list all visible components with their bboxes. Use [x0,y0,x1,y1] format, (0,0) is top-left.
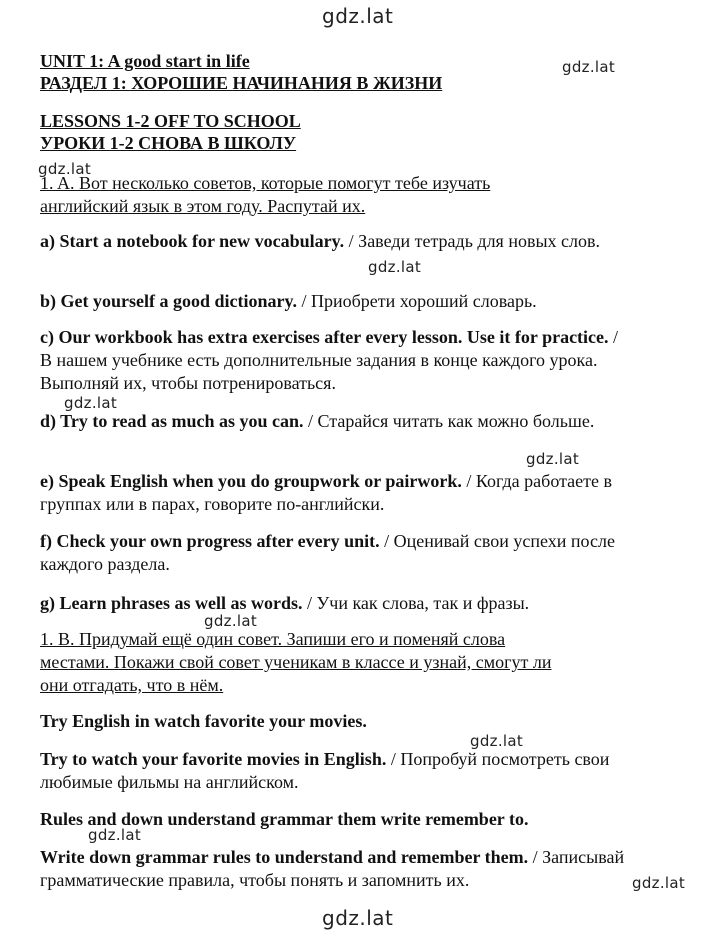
scrambled-tip-1: Try English in watch favorite your movies. [40,711,367,731]
watermark: gdz.lat [562,58,616,76]
unit-heading-ru: РАЗДЕЛ 1: ХОРОШИЕ НАЧИНАНИЯ В ЖИЗНИ [40,73,443,93]
tip-item: c) Our workbook has extra exercises after every lesson. Use it for practice. / В нашем учебнике есть дополнительные задания в конце каждого урока. Выполняй их, чтобы потренироваться. [40,327,619,393]
tip-item: g) Learn phrases as well as words. / Учи как слова, так и фразы. [40,593,530,613]
task-b-instruction: 1. B. Придумай ещё один совет. Запиши его и поменяй слова местами. Покажи свой совет ученикам в классе и узнай, смогут ли они отгадать, что в нём. [40,629,552,695]
lessons-heading-en: LESSONS 1-2 OFF TO SCHOOL [40,111,301,131]
tip-item: a) Start a notebook for new vocabulary. / Заведи тетрадь для новых слов. [40,231,601,251]
answer-tip-2: Write down grammar rules to understand and remember them. / Записывай грамматические правила, чтобы понять и запомнить их. [40,847,625,890]
tip-item: d) Try to read as much as you can. / Старайся читать как можно больше. [40,411,595,431]
watermark: gdz.lat [204,612,258,630]
watermark: gdz.lat [38,160,92,178]
scrambled-tip-2: Rules and down understand grammar them write remember to. [40,809,529,829]
watermark-top: gdz.lat [322,4,394,28]
watermark: gdz.lat [368,258,422,276]
watermark: gdz.lat [88,826,142,844]
answer-tip-1: Try to watch your favorite movies in English. / Попробуй посмотреть свои любимые фильмы на английском. [40,749,610,792]
tip-item: e) Speak English when you do groupwork or pairwork. / Когда работаете в группах или в парах, говорите по-английски. [40,471,612,514]
watermark: gdz.lat [632,874,686,892]
unit-heading-en: UNIT 1: A good start in life [40,51,250,71]
lessons-heading-ru: УРОКИ 1-2 СНОВА В ШКОЛУ [40,133,297,153]
watermark-bottom: gdz.lat [322,906,394,930]
task-a-instruction: 1. A. Вот несколько советов, которые помогут тебе изучать английский язык в этом году. Распутай их. [40,173,491,216]
watermark: gdz.lat [526,450,580,468]
watermark: gdz.lat [470,732,524,750]
tip-item: f) Check your own progress after every unit. / Оценивай свои успехи после каждого раздела. [40,531,615,574]
tip-item: b) Get yourself a good dictionary. / Приобрети хороший словарь. [40,291,537,311]
watermark: gdz.lat [64,394,118,412]
